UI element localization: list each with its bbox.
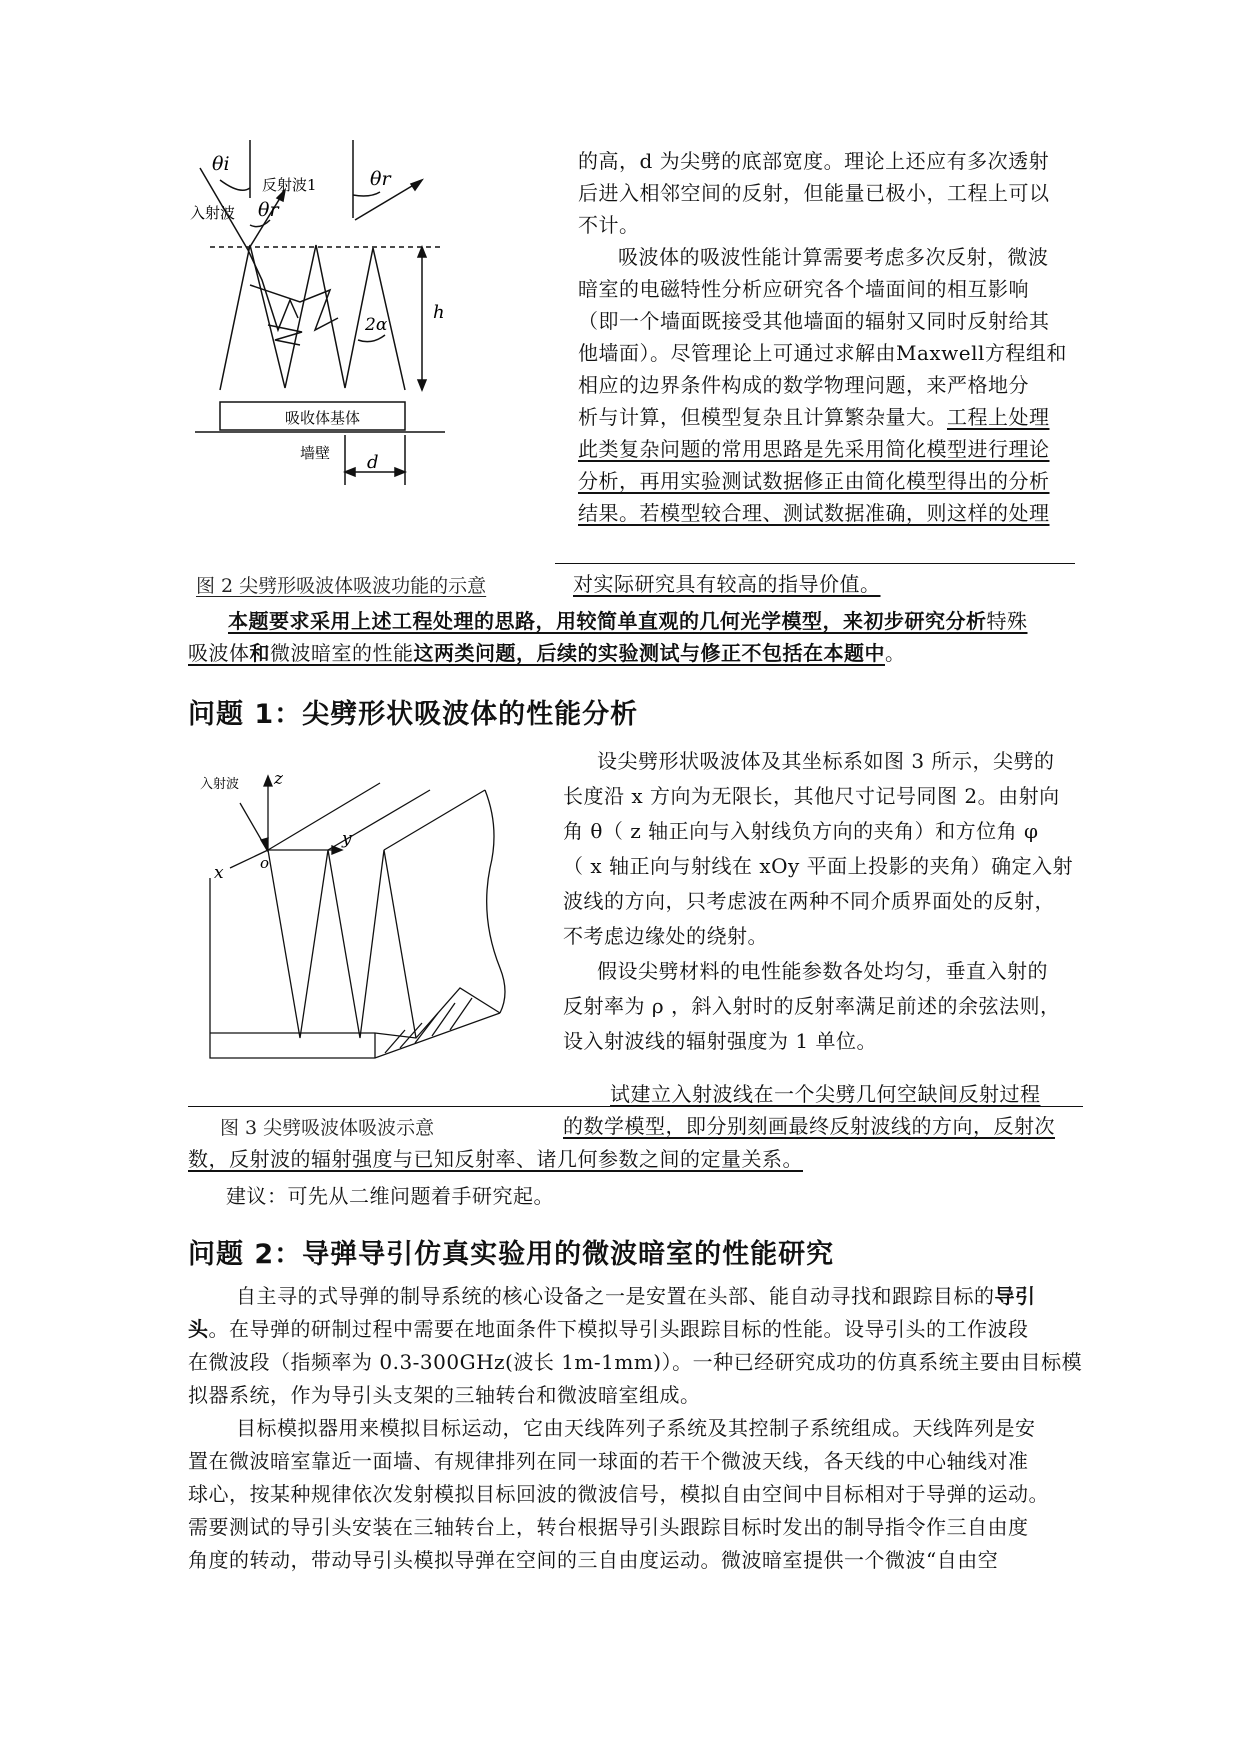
- y-axis-label: y: [342, 829, 352, 849]
- text-line: 拟器系统，作为导引头支架的三轴转台和微波暗室组成。: [188, 1383, 701, 1407]
- two-alpha-label: 2α: [365, 315, 388, 335]
- h-label: h: [433, 302, 445, 323]
- text-line: 相应的边界条件构成的数学物理问题，来严格地分: [578, 373, 1029, 397]
- text-line: 在微波段（指频率为 0.3-300GHz(波长 1m-1mm)）。一种已经研究成功的仿真系统主要由目标模: [188, 1350, 1083, 1374]
- bold-text: 和: [249, 641, 270, 665]
- text-line: 暗室的电磁特性分析应研究各个墙面间的相互影响: [578, 277, 1029, 301]
- figure-2-caption: 图 2 尖劈形吸波体吸波功能的示意: [196, 575, 487, 597]
- task-statement-paragraph: [188, 605, 1088, 669]
- text-span: 自主寻的式导弹的制导系统的核心设备之一是安置在头部、能自动寻找和跟踪目标的: [236, 1284, 995, 1308]
- z-axis-label: z: [274, 769, 283, 789]
- bold-text: 本题要求采用上述工程处理的思路，用较简单直观的几何光学模型，来初步研究分析: [228, 609, 987, 633]
- text-line: 析与计算，但模型复杂且计算繁杂量大。: [578, 405, 947, 429]
- reflected-wave-1-label: 反射波1: [262, 176, 317, 194]
- d-label: d: [367, 452, 379, 473]
- text-line: 不计。: [578, 213, 640, 237]
- incident-wave-label: 入射波: [190, 204, 236, 222]
- text-line: 设入射波线的辐射强度为 1 单位。: [563, 1029, 877, 1053]
- text-span: 。在导弹的研制过程中需要在地面条件下模拟导引头跟踪目标的性能。设导引头的工作波段: [208, 1317, 1029, 1341]
- figure-3-caption: 图 3 尖劈吸波体吸波示意: [220, 1117, 435, 1139]
- bold-text: 头: [188, 1317, 209, 1341]
- text-line: 设尖劈形状吸波体及其坐标系如图 3 所示，尖劈的: [597, 749, 1055, 773]
- q2-body: [188, 1280, 1088, 1577]
- text-line: 不考虑边缘处的绕射。: [563, 924, 768, 948]
- theta-i-label: θi: [212, 153, 230, 175]
- text-line: 角度的转动，带动导引头模拟导弹在空间的三自由度运动。微波暗室提供一个微波“自由空: [188, 1548, 999, 1572]
- figure-2-diagram: [190, 140, 520, 540]
- caption-line-tail: 对实际研究具有较高的指导价值。: [573, 572, 881, 596]
- theta-r2-label: θr: [370, 168, 391, 190]
- underlined-line: 此类复杂问题的常用思路是先采用简化模型进行理论: [578, 437, 1050, 461]
- text-span: 微波暗室的性能: [270, 641, 414, 665]
- underline-rule-2: [188, 1106, 1083, 1107]
- text-line: 球心，按某种规律依次发射模拟目标回波的微波信号，模拟自由空间中目标相对于导弹的运动。: [188, 1482, 1049, 1506]
- absorber-base-label: 吸收体基体: [285, 409, 361, 427]
- text-line: 假设尖劈材料的电性能参数各处均匀，垂直入射的: [597, 959, 1048, 983]
- q2-heading: 问题 2：导弹导引仿真实验用的微波暗室的性能研究: [188, 1239, 835, 1270]
- suggestion-line: 建议：可先从二维问题着手研究起。: [226, 1184, 554, 1208]
- task-line-3: 数，反射波的辐射强度与已知反射率、诸几何参数之间的定量关系。: [188, 1147, 803, 1171]
- text-line: 目标模拟器用来模拟目标运动，它由天线阵列子系统及其控制子系统组成。天线阵列是安: [236, 1416, 1036, 1440]
- x-axis-label: x: [214, 863, 224, 883]
- figure-3-diagram: [200, 768, 530, 1068]
- text-line: 的高，d 为尖劈的底部宽度。理论上还应有多次透射: [578, 149, 1050, 173]
- text-line-mixed: [578, 401, 1098, 433]
- text-span: 吸波体: [188, 641, 250, 665]
- text-line: 角 θ（ z 轴正向与入射线负方向的夹角）和方位角 φ: [563, 819, 1039, 843]
- q1-heading: 问题 1：尖劈形状吸波体的性能分析: [188, 699, 639, 730]
- text-line: 置在微波暗室靠近一面墙、有规律排列在同一球面的若干个微波天线，各天线的中心轴线对准: [188, 1449, 1029, 1473]
- origin-label: o: [260, 854, 270, 872]
- underline-rule: [555, 563, 1075, 564]
- underlined-line: 分析，再用实验测试数据修正由简化模型得出的分析: [578, 469, 1050, 493]
- theta-r1-label: θr: [258, 199, 279, 221]
- text-span: 。: [885, 641, 906, 665]
- text-line: 需要测试的导引头安装在三轴转台上，转台根据导引头跟踪目标时发出的制导指令作三自由度: [188, 1515, 1029, 1539]
- text-line: 反射率为 ρ ，斜入射时的反射率满足前述的余弦法则，: [563, 994, 1061, 1018]
- text-line: 后进入相邻空间的反射，但能量已极小，工程上可以: [578, 181, 1050, 205]
- task-line-2: 的数学模型，即分别刻画最终反射波线的方向，反射次: [563, 1114, 1055, 1138]
- incident-wave-label-fig3: 入射波: [200, 777, 240, 792]
- underlined-text: 工程上处理: [947, 405, 1050, 429]
- text-line: （ x 轴正向与射线在 xOy 平面上投影的夹角）确定入射: [563, 854, 1074, 878]
- wall-label: 墙壁: [300, 444, 331, 462]
- text-line: （即一个墙面既接受其他墙面的辐射又同时反射给其: [578, 309, 1050, 333]
- text-span: 特殊: [986, 609, 1028, 633]
- q1-right-column: [563, 744, 1093, 1059]
- text-line: 他墙面）。尽管理论上可通过求解由Maxwell方程组和: [578, 341, 1067, 365]
- underlined-line: 结果。若模型较合理、测试数据准确，则这样的处理: [578, 501, 1050, 525]
- text-line: 吸波体的吸波性能计算需要考虑多次反射，微波: [618, 245, 1049, 269]
- bold-text: 导引: [994, 1284, 1036, 1308]
- right-column-text-1: [578, 145, 1098, 529]
- bold-text: 这两类问题，后续的实验测试与修正不包括在本题中: [413, 641, 885, 665]
- wedge-profile-3d: [268, 850, 416, 1038]
- text-line: 波线的方向，只考虑波在两种不同介质界面处的反射，: [563, 889, 1055, 913]
- text-line: 长度沿 x 方向为无限长，其他尺寸记号同图 2。由射向: [563, 784, 1060, 808]
- task-line-1: 试建立入射波线在一个尖劈几何空缺间反射过程: [610, 1082, 1041, 1106]
